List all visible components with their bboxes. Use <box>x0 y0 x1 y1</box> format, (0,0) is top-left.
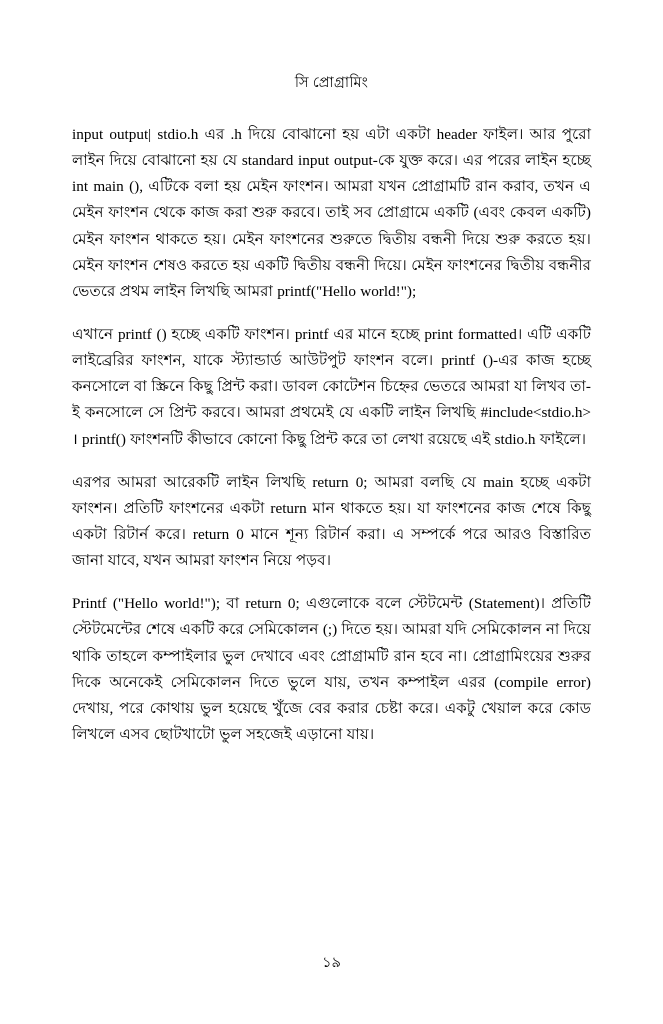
running-head: সি প্রোগ্রামিং <box>294 75 369 91</box>
body-paragraph-2: এখানে printf () হচ্ছে একটি ফাংশন। printf এর মানে হচ্ছে print formatted। এটি একটি লাইব্রেরির ফাংশন, যাকে স্ট্যান্ডার্ড আউটপুট ফাংশন বলে। printf ()-এর কাজ হচ্ছে কনসোলে বা স্ক্রিনে কিছু প্রিন্ট করা। ডাবল কোটেশন চিহ্নের ভেতরে আমরা যা লিখব তা-ই কনসোলে সে প্রিন্ট করবে। আমরা প্রথমেই যে একটি লাইন লিখছি #include<stdio.h> । printf() ফাংশনটি কীভাবে কোনো কিছু প্রিন্ট করে তা লেখা রয়েছে এই stdio.h ফাইলে। <box>72 325 591 448</box>
page-number: ১৯ <box>322 955 341 971</box>
body-paragraph-3: এরপর আমরা আরেকটি লাইন লিখছি return 0; আমরা বলছি যে main হচ্ছে একটা ফাংশন। প্রতিটি ফাংশনের একটা return মান থাকতে হয়। যা ফাংশনের কাজ শেষে কিছু একটা রিটার্ন করে। return 0 মানে শূন্য রিটার্ন করা। এ সম্পর্কে পরে আরও বিস্তারিত জানা যাবে, যখন আমরা ফাংশন নিয়ে পড়ব। <box>72 473 591 570</box>
body-paragraph-1: input output| stdio.h এর .h দিয়ে বোঝানো হয় এটা একটা header ফাইল। আর পুরো লাইন দিয়ে বোঝানো হয় যে standard input output-কে যুক্ত করে। এর পরের লাইন হচ্ছে int main (), এটিকে বলা হয় মেইন ফাংশন। আমরা যখন প্রোগ্রামটি রান করাব, তখন এ মেইন ফাংশন থেকে কাজ করা শুরু করবে। তাই সব প্রোগ্রামে একটি (এবং কেবল একটি) মেইন ফাংশন থাকতে হয়। মেইন ফাংশনের শুরুতে দ্বিতীয় বন্ধনী দিয়ে শুরু করতে হয়। মেইন ফাংশন শেষও করতে হয় একটি দ্বিতীয় বন্ধনী দিয়ে। মেইন ফাংশনের দ্বিতীয় বন্ধনীর ভেতরে প্রথম লাইন লিখছি আমরা printf("Hello world!"); <box>72 126 591 300</box>
body-paragraph-4: Printf ("Hello world!"); বা return 0; এগুলোকে বলে স্টেটমেন্ট (Statement)। প্রতিটি স্টেটমেন্টের শেষে একটি করে সেমিকোলন (;) দিতে হয়। আমরা যদি সেমিকোলন না দিয়ে থাকি তাহলে কম্পাইলার ভুল দেখাবে এবং প্রোগ্রামটি রান হবে না। প্রোগ্রামিংয়ের শুরুর দিকে অনেকেই সেমিকোলন দিতে ভুলে যায়, তখন কম্পাইল এরর (compile error) দেখায়, পরে কোথায় ভুল হয়েছে খুঁজে বের করার চেষ্টা করে। একটু খেয়াল করে কোড লিখলে এসব ছোটখাটো ভুল সহজেই এড়ানো যায়। <box>72 595 591 743</box>
